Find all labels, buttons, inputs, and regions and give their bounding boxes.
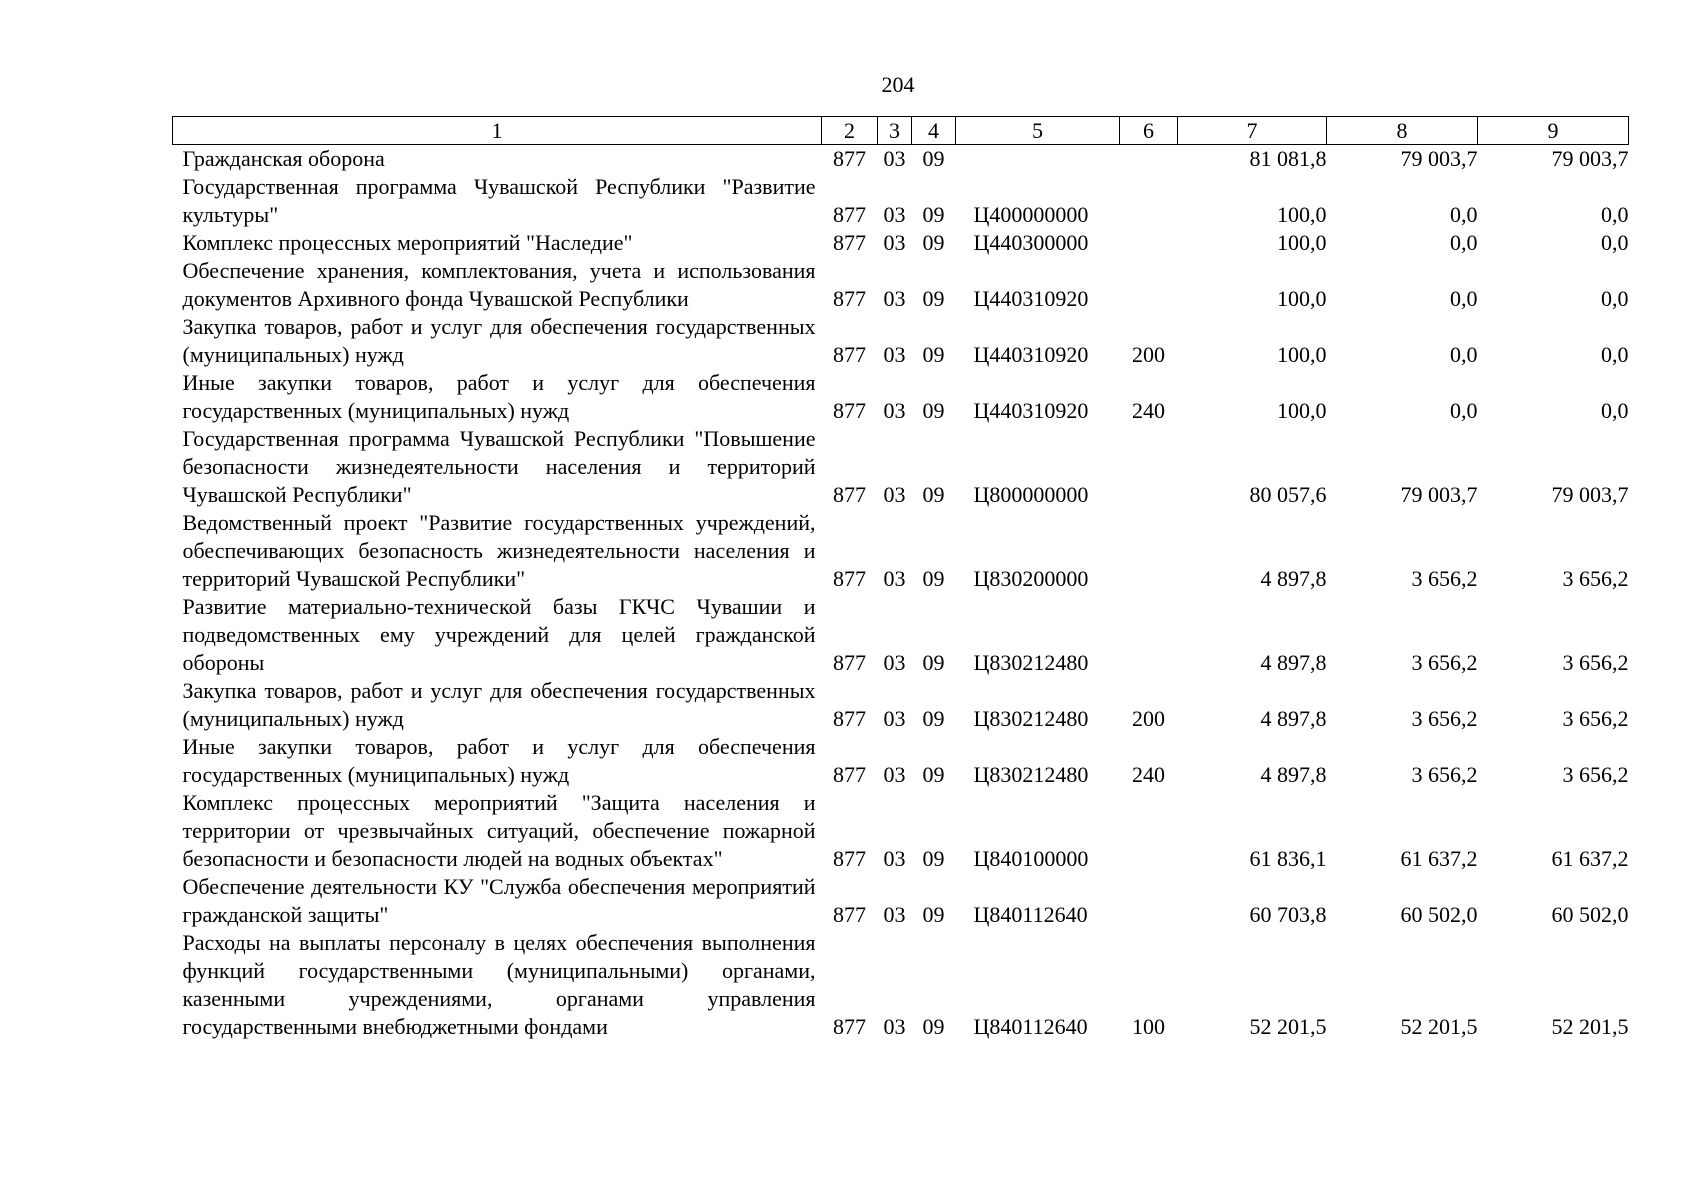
row-expense-type [1120,229,1178,257]
row-description: Закупка товаров, работ и услуг для обеспечения государственных (муниципальных) нужд [182,678,816,731]
row-target-code: Ц440300000 [973,230,1089,255]
row-ministry-code: 877 [833,342,866,367]
row-expense-type [1120,789,1178,873]
row-amount-col8: 52 201,5 [1400,1014,1478,1039]
row-section-code: 03 [883,146,906,171]
row-amount-col8: 60 502,0 [1400,902,1478,927]
row-amount-col7: 100,0 [1277,342,1327,367]
row-subsection-code: 09 [922,650,945,675]
row-target-code: Ц830212480 [973,762,1089,787]
row-amount-col8: 0,0 [1450,230,1478,255]
row-amount-col8: 3 656,2 [1411,706,1478,731]
row-description: Государственная программа Чувашской Республики "Развитие культуры" [182,174,816,227]
row-amount-col9: 3 656,2 [1562,706,1629,731]
row-amount-col7: 80 057,6 [1249,482,1327,507]
row-subsection-code: 09 [922,398,945,423]
row-target-code: Ц830212480 [973,706,1089,731]
row-amount-col8: 61 637,2 [1400,846,1478,871]
row-description: Иные закупки товаров, работ и услуг для обеспечения государственных (муниципальных) нужд [182,370,816,423]
row-amount-col7: 100,0 [1277,230,1327,255]
row-expense-type: 200 [1132,342,1165,367]
row-amount-col8: 0,0 [1450,286,1478,311]
table-row [173,593,1629,677]
row-expense-type [1120,425,1178,509]
row-amount-col8: 0,0 [1450,342,1478,367]
table-row [173,425,1629,509]
row-section-code: 03 [883,342,906,367]
row-expense-type [1120,257,1178,313]
row-subsection-code: 09 [922,482,945,507]
row-target-code [956,145,1120,174]
row-ministry-code: 877 [833,1014,866,1039]
row-subsection-code: 09 [922,706,945,731]
row-ministry-code: 877 [833,846,866,871]
row-amount-col9: 60 502,0 [1551,902,1629,927]
row-ministry-code: 877 [833,146,866,171]
table-row [173,313,1629,369]
row-amount-col9: 79 003,7 [1551,482,1629,507]
row-description: Государственная программа Чувашской Республики "Повышение безопасности жизнедеятельности населения и территорий Чувашской Республики" [182,426,816,507]
row-ministry-code: 877 [833,482,866,507]
row-section-code: 03 [883,398,906,423]
row-section-code: 03 [883,902,906,927]
row-amount-col7: 100,0 [1277,202,1327,227]
row-amount-col9: 0,0 [1601,398,1629,423]
row-expense-type: 240 [1132,762,1165,787]
row-amount-col7: 60 703,8 [1249,902,1327,927]
row-amount-col8: 0,0 [1450,398,1478,423]
row-amount-col7: 61 836,1 [1249,846,1327,871]
row-amount-col8: 0,0 [1450,202,1478,227]
table-row [173,677,1629,733]
row-amount-col7: 4 897,8 [1260,762,1327,787]
row-description: Иные закупки товаров, работ и услуг для обеспечения государственных (муниципальных) нужд [182,734,816,787]
row-subsection-code: 09 [922,1014,945,1039]
header-col-5: 5 [956,117,1120,145]
table-body [173,145,1629,1042]
row-target-code: Ц400000000 [973,202,1089,227]
row-subsection-code: 09 [922,342,945,367]
row-expense-type: 200 [1132,706,1165,731]
row-target-code: Ц830200000 [973,566,1089,591]
row-expense-type [1120,593,1178,677]
row-target-code: Ц800000000 [973,482,1089,507]
row-description: Гражданская оборона [182,146,385,171]
table-row [173,789,1629,873]
row-expense-type [1120,873,1178,929]
row-section-code: 03 [883,202,906,227]
row-description: Комплекс процессных мероприятий "Защита населения и территории от чрезвычайных ситуаций, обеспечение пожарной безопасности и безопасности людей на водных объектах" [182,790,816,871]
row-subsection-code: 09 [922,846,945,871]
row-description: Обеспечение деятельности КУ "Служба обеспечения мероприятий гражданской защиты" [182,874,816,927]
row-amount-col9: 0,0 [1601,202,1629,227]
row-amount-col9: 52 201,5 [1551,1014,1629,1039]
row-ministry-code: 877 [833,902,866,927]
row-target-code: Ц840112640 [973,1014,1088,1039]
table-row [173,145,1629,174]
row-description: Закупка товаров, работ и услуг для обеспечения государственных (муниципальных) нужд [182,314,816,367]
table-row [173,369,1629,425]
row-expense-type: 240 [1132,398,1165,423]
row-section-code: 03 [883,1014,906,1039]
row-target-code: Ц440310920 [973,286,1089,311]
row-section-code: 03 [883,762,906,787]
table-row [173,173,1629,229]
row-target-code: Ц840100000 [973,846,1089,871]
row-amount-col7: 4 897,8 [1260,650,1327,675]
row-amount-col7: 4 897,8 [1260,566,1327,591]
row-subsection-code: 09 [922,286,945,311]
row-description: Развитие материально-технической базы ГКЧС Чувашии и подведомственных ему учреждений для целей гражданской обороны [182,594,816,675]
row-section-code: 03 [883,230,906,255]
row-expense-type [1120,509,1178,593]
row-amount-col7: 100,0 [1277,398,1327,423]
row-amount-col8: 79 003,7 [1400,482,1478,507]
row-amount-col8: 3 656,2 [1411,762,1478,787]
row-target-code: Ц830212480 [973,650,1089,675]
table-row [173,929,1629,1041]
row-section-code: 03 [883,566,906,591]
row-subsection-code: 09 [922,146,945,171]
header-col-7: 7 [1178,117,1327,145]
row-amount-col8: 79 003,7 [1400,146,1478,171]
row-amount-col9: 0,0 [1601,342,1629,367]
row-ministry-code: 877 [833,230,866,255]
header-col-4: 4 [912,117,956,145]
row-target-code: Ц440310920 [973,398,1089,423]
table-row [173,509,1629,593]
row-amount-col8: 3 656,2 [1411,650,1478,675]
row-amount-col9: 3 656,2 [1562,566,1629,591]
budget-table [172,116,1629,1041]
row-amount-col7: 4 897,8 [1260,706,1327,731]
row-ministry-code: 877 [833,202,866,227]
row-amount-col9: 3 656,2 [1562,762,1629,787]
table-row [173,229,1629,257]
row-target-code: Ц840112640 [973,902,1088,927]
row-amount-col9: 61 637,2 [1551,846,1629,871]
table-row [173,733,1629,789]
row-expense-type: 100 [1132,1014,1165,1039]
row-subsection-code: 09 [922,762,945,787]
row-ministry-code: 877 [833,566,866,591]
row-description: Ведомственный проект "Развитие государственных учреждений, обеспечивающих безопасность жизнедеятельности населения и территорий Чувашской Республики" [182,510,816,591]
header-col-8: 8 [1327,117,1478,145]
row-amount-col7: 100,0 [1277,286,1327,311]
row-description: Комплекс процессных мероприятий "Наследие" [182,230,633,255]
row-subsection-code: 09 [922,566,945,591]
row-description: Обеспечение хранения, комплектования, учета и использования документов Архивного фонда Чувашской Республики [182,258,816,311]
row-amount-col9: 0,0 [1601,286,1629,311]
table-row [173,257,1629,313]
row-amount-col9: 79 003,7 [1551,146,1629,171]
row-ministry-code: 877 [833,706,866,731]
header-col-2: 2 [822,117,878,145]
row-ministry-code: 877 [833,398,866,423]
row-expense-type [1120,173,1178,229]
header-row [173,117,1629,145]
table-header [173,117,1629,145]
row-section-code: 03 [883,706,906,731]
row-section-code: 03 [883,482,906,507]
row-section-code: 03 [883,650,906,675]
header-col-1: 1 [173,117,822,145]
row-target-code: Ц440310920 [973,342,1089,367]
table-row [173,873,1629,929]
row-section-code: 03 [883,846,906,871]
row-expense-type [1120,145,1178,174]
row-subsection-code: 09 [922,902,945,927]
header-col-6: 6 [1120,117,1178,145]
row-ministry-code: 877 [833,762,866,787]
row-description: Расходы на выплаты персоналу в целях обеспечения выполнения функций государственными (муниципальными) органами, казенными учреждениями, органами управления государственными внебюджетными фондами [182,930,816,1039]
page-number-container [0,72,1697,98]
row-amount-col7: 52 201,5 [1249,1014,1327,1039]
header-col-9: 9 [1478,117,1629,145]
row-amount-col9: 0,0 [1601,230,1629,255]
row-section-code: 03 [883,286,906,311]
row-subsection-code: 09 [922,230,945,255]
row-ministry-code: 877 [833,650,866,675]
header-col-3: 3 [878,117,912,145]
row-ministry-code: 877 [833,286,866,311]
page-number: 204 [881,72,915,97]
row-subsection-code: 09 [922,202,945,227]
row-amount-col8: 3 656,2 [1411,566,1478,591]
row-amount-col7: 81 081,8 [1249,146,1327,171]
row-amount-col9: 3 656,2 [1562,650,1629,675]
